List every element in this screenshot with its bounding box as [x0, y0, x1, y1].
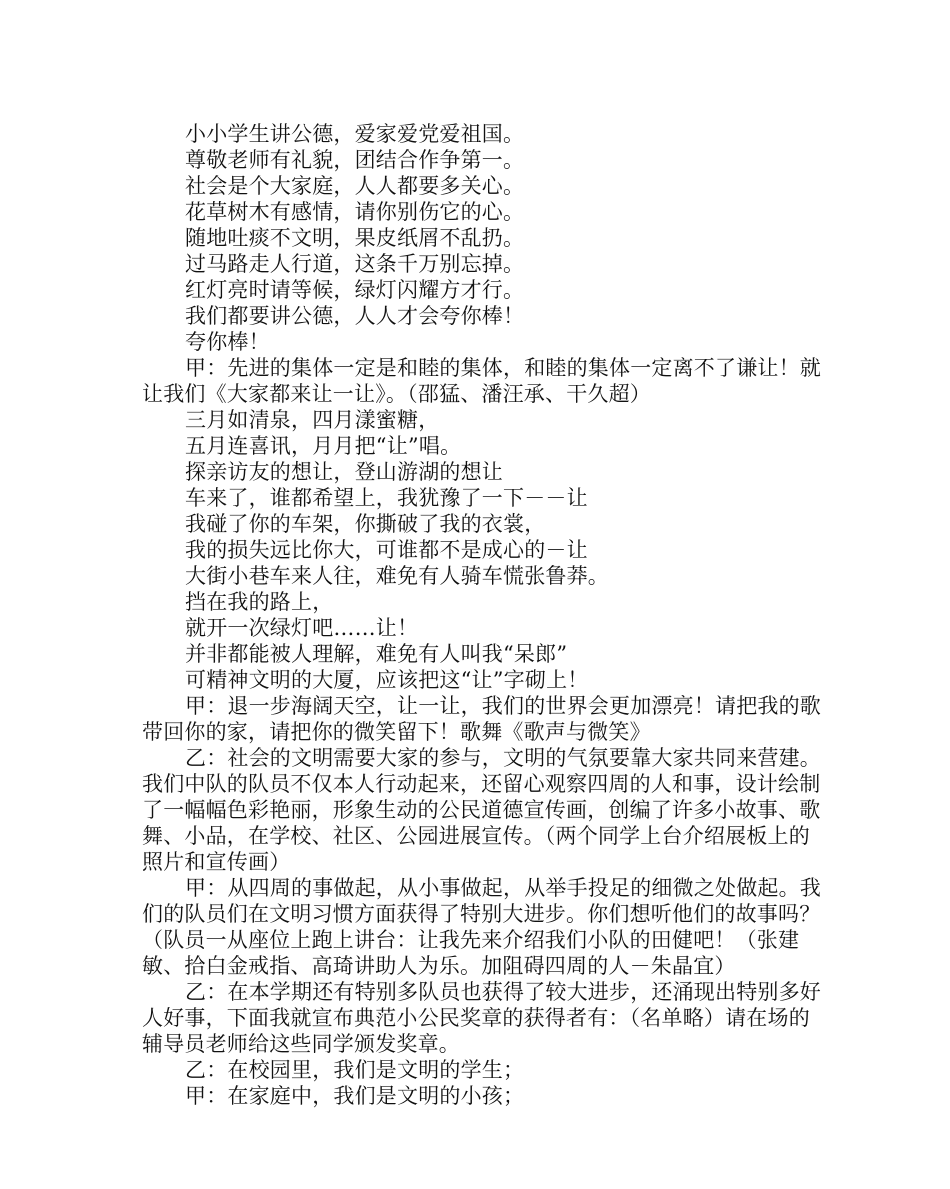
verse-line: 小小学生讲公德，爱家爱党爱祖国。: [185, 122, 525, 146]
poem-line: 三月如清泉，四月漾蜜糖，: [185, 408, 440, 432]
verse-line: 花草树木有感情，请你别伤它的心。: [185, 200, 525, 224]
poem-line: 挡在我的路上，: [185, 590, 334, 614]
poem-line: 车来了，谁都希望上，我犹豫了一下－－让: [185, 486, 588, 510]
document-body: [142, 121, 822, 1109]
poem-line: 就开一次绿灯吧……让！: [185, 616, 419, 640]
poem-line: 我碰了你的车架，你撕破了我的衣裳，: [185, 512, 546, 536]
verse-line: 夸你棒！: [185, 330, 270, 354]
dialogue-paragraph: 甲：在家庭中，我们是文明的小孩；: [185, 1084, 525, 1108]
dialogue-paragraph: 乙：在本学期还有特别多队员也获得了较大进步，还涌现出特别多好人好事，下面我就宣布典范小公民奖章的获得者有：（名单略）请在场的辅导员老师给这些同学颁发奖章。: [142, 980, 821, 1056]
dialogue-paragraph: 甲：从四周的事做起，从小事做起，从举手投足的细微之处做起。我们的队员们在文明习惯方面获得了特别大进步。你们想听他们的故事吗？（队员一从座位上跑上讲台：让我先来介绍我们小队的田健吧！（张建敏、拾白金戒指、高琦讲助人为乐。加阻碍四周的人－朱晶宜）: [142, 876, 821, 978]
dialogue-paragraph: 乙：在校园里，我们是文明的学生；: [185, 1058, 525, 1082]
verse-line: 社会是个大家庭，人人都要多关心。: [185, 174, 525, 198]
dialogue-paragraph: 甲：退一步海阔天空，让一让，我们的世界会更加漂亮！请把我的歌带回你的家，请把你的微笑留下！歌舞《歌声与微笑》: [142, 694, 821, 744]
verse-line: 我们都要讲公德，人人才会夸你棒！: [185, 304, 525, 328]
poem-line: 大街小巷车来人往，难免有人骑车慌张鲁莽。: [185, 564, 609, 588]
poem-line: 探亲访友的想让，登山游湖的想让: [185, 460, 503, 484]
poem-line: 五月连喜讯，月月把“让”唱。: [185, 434, 462, 458]
poem-line: 并非都能被人理解，难免有人叫我“呆郎”: [185, 642, 568, 666]
verse-line: 随地吐痰不文明，果皮纸屑不乱扔。: [185, 226, 525, 250]
verse-line: 尊敬老师有礼貌，团结合作争第一。: [185, 148, 525, 172]
dialogue-paragraph: 甲：先进的集体一定是和睦的集体，和睦的集体一定离不了谦让！就让我们《大家都来让一让》。（邵猛、潘汪承、干久超）: [142, 356, 821, 406]
dialogue-paragraph: 乙：社会的文明需要大家的参与，文明的气氛要靠大家共同来营建。我们中队的队员不仅本人行动起来，还留心观察四周的人和事，设计绘制了一幅幅色彩艳丽，形象生动的公民道德宣传画，创编了许多小故事、歌舞、小品，在学校、社区、公园进展宣传。（两个同学上台介绍展板上的照片和宣传画）: [142, 746, 821, 874]
verse-line: 红灯亮时请等候，绿灯闪耀方才行。: [185, 278, 525, 302]
verse-line: 过马路走人行道，这条千万别忘掉。: [185, 252, 525, 276]
poem-line: 我的损失远比你大，可谁都不是成心的－让: [185, 538, 588, 562]
poem-line: 可精神文明的大厦，应该把这“让”字砌上！: [185, 668, 589, 692]
